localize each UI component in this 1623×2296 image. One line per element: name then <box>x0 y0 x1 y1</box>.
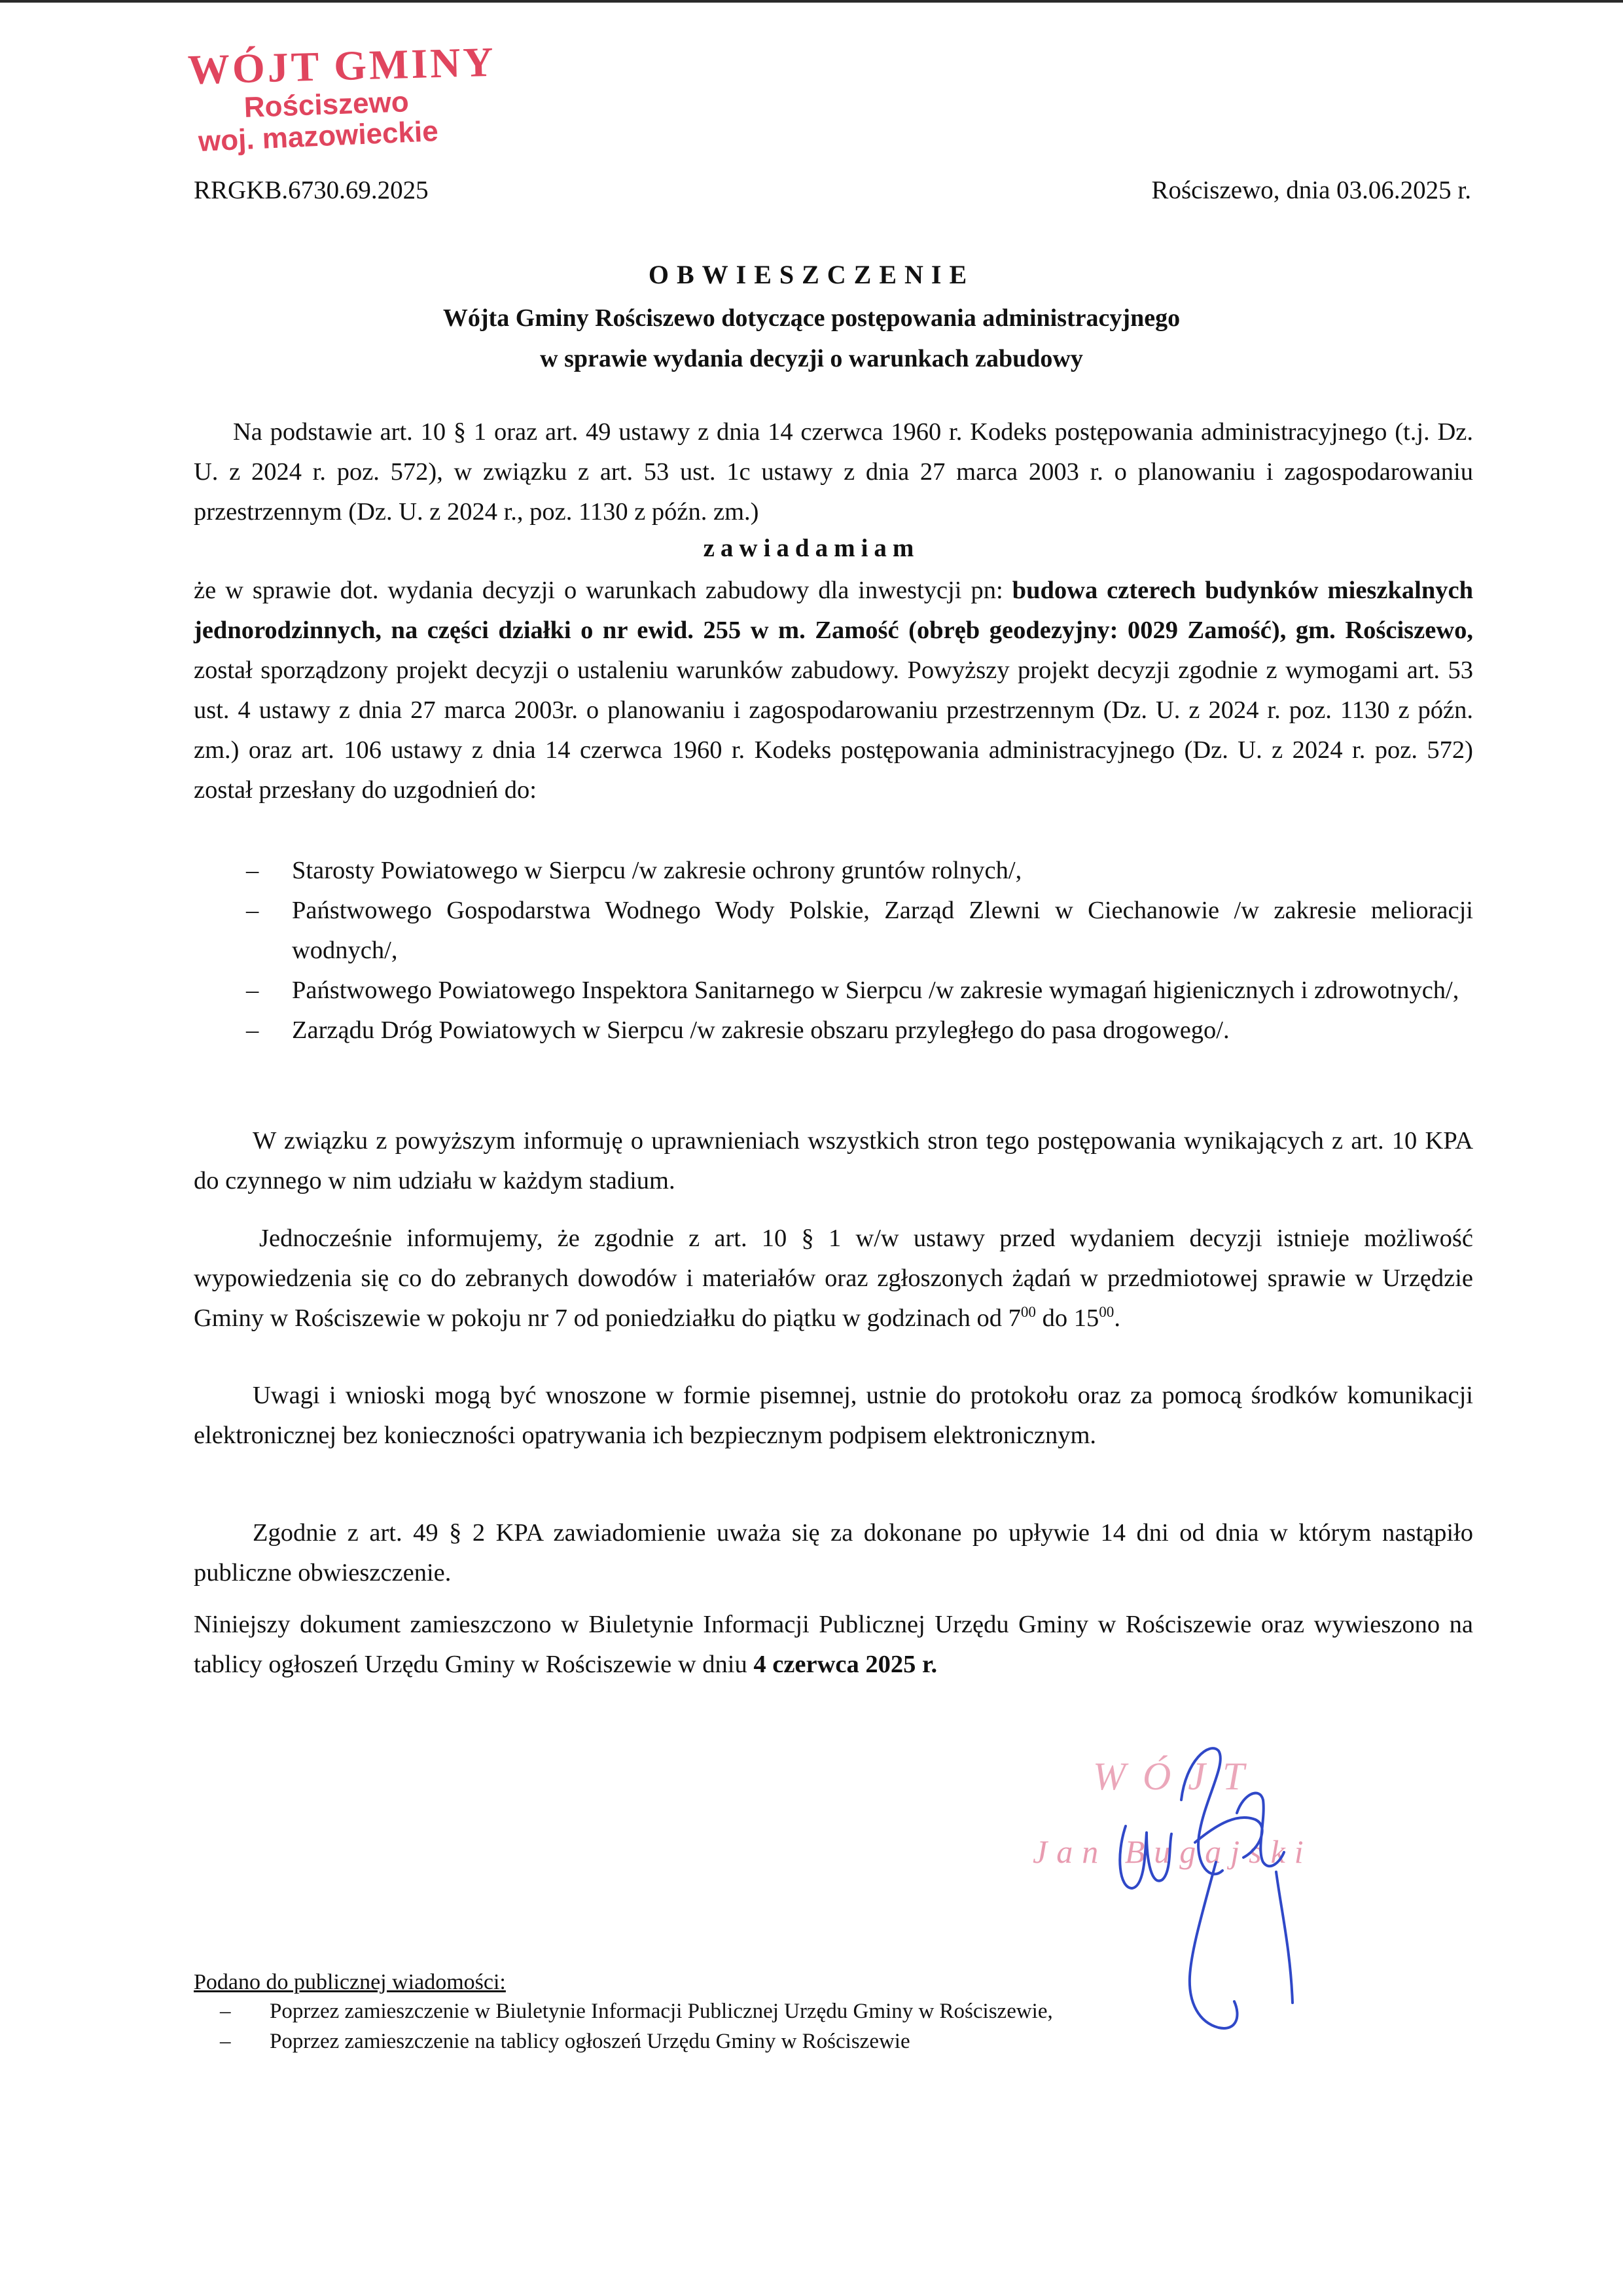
main-text <box>194 571 1473 810</box>
rights-text: W związku z powyższym informuję o uprawnieniach wszystkich stron tego postępowania wynikających z art. 10 KPA do czynnego w nim udziału w każdym stadium. <box>194 1127 1473 1194</box>
list-item <box>194 891 1473 971</box>
main-paragraph <box>194 571 1473 810</box>
scan-top-edge <box>0 0 1623 3</box>
publication-body: Niniejszy dokument zamieszczono w Biuletynie Informacji Publicznej Urzędu Gminy w Rościszewie oraz wywieszono na tablicy ogłoszeń Urzędu Gminy w Rościszewie w dniu <box>194 1611 1473 1678</box>
investment-description: budowa czterech budynków mieszkalnych jednorodzinnych, na części działki o nr ewid. 255 w m. Zamość (obręb geodezyjny: 0029 Zamość), gm. Rościszewo, <box>194 577 1473 644</box>
legal-basis-text: Na podstawie art. 10 § 1 oraz art. 49 ustawy z dnia 14 czerwca 1960 r. Kodeks postępowania administracyjnego (t.j. Dz. U. z 2024 r. poz. 572), w związku z art. 53 ust. 1c ustawy z dnia 27 marca 2003 r. o planowaniu i zagospodarowaniu przestrzennym (Dz. U. z 2024 r., poz. 1130 z późn. zm.) <box>194 418 1473 526</box>
announcement-word: zawiadamiam <box>703 534 920 562</box>
list-dash: – <box>220 2000 231 2023</box>
document-subtitle <box>0 298 1623 379</box>
subtitle-line-1: Wójta Gminy Rościszewo dotyczące postępowania administracyjnego <box>442 304 1181 332</box>
case-reference: RRGKB.6730.69.2025 <box>194 176 429 204</box>
footer-item-text: Poprzez zamieszczenie na tablicy ogłoszeń Urzędu Gminy w Rościszewie <box>270 2030 910 2053</box>
footer-list <box>194 1996 1053 2056</box>
list-item <box>194 2026 1053 2056</box>
notice-text: Zgodnie z art. 49 § 2 KPA zawiadomienie uważa się za dokonane po upływie 14 dni od dnia w którym nastąpiło publiczne obwieszczenie. <box>194 1519 1473 1587</box>
list-dash: – <box>246 897 259 924</box>
inform-text <box>194 1219 1473 1338</box>
recipient-text: Starosty Powiatowego w Sierpcu /w zakresie ochrony gruntów rolnych/, <box>292 857 1022 884</box>
rights-paragraph <box>194 1121 1473 1201</box>
list-dash: – <box>246 1016 259 1044</box>
inform-end: . <box>1114 1304 1120 1332</box>
hour-from-minutes: 00 <box>1020 1303 1036 1321</box>
footer-item-text: Poprzez zamieszczenie w Biuletynie Informacji Publicznej Urzędu Gminy w Rościszewie, <box>270 2000 1053 2023</box>
remarks-paragraph <box>194 1376 1473 1456</box>
list-dash: – <box>246 977 259 1004</box>
recipient-text: Państwowego Powiatowego Inspektora Sanitarnego w Sierpcu /w zakresie wymagań higienicznych i zdrowotnych/, <box>292 977 1459 1004</box>
signature-stamp-title: WÓJT <box>1093 1755 1262 1798</box>
list-item <box>194 851 1473 891</box>
inform-paragraph <box>194 1219 1473 1338</box>
hour-to-minutes: 00 <box>1099 1303 1115 1321</box>
hour-from: 7 <box>1008 1304 1021 1332</box>
signature-stamp-name: Jan Bugajski <box>1033 1833 1313 1870</box>
publication-text <box>194 1605 1473 1685</box>
inform-body: Jednocześnie informujemy, że zgodnie z art. 10 § 1 w/w ustawy przed wydaniem decyzji istnieje możliwość wypowiedzenia się co do zebranych dowodów i materiałów oraz zgłoszonych żądań w przedmiotowej sprawie w Urzędzie Gminy w Rościszewie w pokoju nr 7 od poniedziałku do piątku w godzinach od <box>194 1225 1473 1332</box>
publication-date: 4 czerwca 2025 r. <box>753 1651 938 1678</box>
recipient-text: Zarządu Dróg Powiatowych w Sierpcu /w zakresie obszaru przyległego do pasa drogowego/. <box>292 1016 1230 1044</box>
recipients-list <box>194 851 1473 1050</box>
list-dash: – <box>220 2030 231 2053</box>
hour-to: 15 <box>1073 1304 1099 1332</box>
list-item <box>194 971 1473 1011</box>
footer-heading: Podano do publicznej wiadomości: <box>194 1970 506 1994</box>
notice-paragraph <box>194 1513 1473 1593</box>
stamp-line-voivodeship: woj. mazowieckie <box>198 115 439 158</box>
remarks-text: Uwagi i wnioski mogą być wnoszone w formie pisemnej, ustnie do protokołu oraz za pomocą środków komunikacji elektronicznej bez konieczności opatrywania ich bezpiecznym podpisem elektronicznym. <box>194 1382 1473 1449</box>
main-rest: został sporządzony projekt decyzji o ustaleniu warunków zabudowy. Powyższy projekt decyzji zgodnie z wymogami art. 53 ust. 4 ustawy z dnia 27 marca 2003r. o planowaniu i zagospodarowaniu przestrzennym (Dz. U. z 2024 r. poz. 1130 z późn. zm.) oraz art. 106 ustawy z dnia 14 czerwca 1960 r. Kodeks postępowania administracyjnego (Dz. U. z 2024 r. poz. 572) został przesłany do uzgodnień do: <box>194 656 1473 804</box>
publication-paragraph <box>194 1605 1473 1685</box>
subtitle-line-2: w sprawie wydania decyzji o warunkach zabudowy <box>540 345 1083 372</box>
hour-between: do <box>1035 1304 1074 1332</box>
legal-basis-paragraph <box>194 412 1473 532</box>
stamp-line-title: WÓJT GMINY <box>187 38 497 93</box>
stamp-line-municipality: Rościszewo <box>243 86 410 124</box>
list-dash: – <box>246 857 259 884</box>
office-stamp <box>177 38 517 170</box>
list-item <box>194 1996 1053 2026</box>
recipient-text: Państwowego Gospodarstwa Wodnego Wody Polskie, Zarząd Zlewni w Ciechanowie /w zakresie melioracji wodnych/, <box>292 897 1473 964</box>
document-title: OBWIESZCZENIE <box>648 260 975 289</box>
place-and-date: Rościszewo, dnia 03.06.2025 r. <box>1151 176 1471 204</box>
list-item <box>194 1011 1473 1050</box>
main-lead: że w sprawie dot. wydania decyzji o warunkach zabudowy dla inwestycji pn: <box>194 577 1012 604</box>
handwritten-signature <box>1047 1715 1322 2055</box>
